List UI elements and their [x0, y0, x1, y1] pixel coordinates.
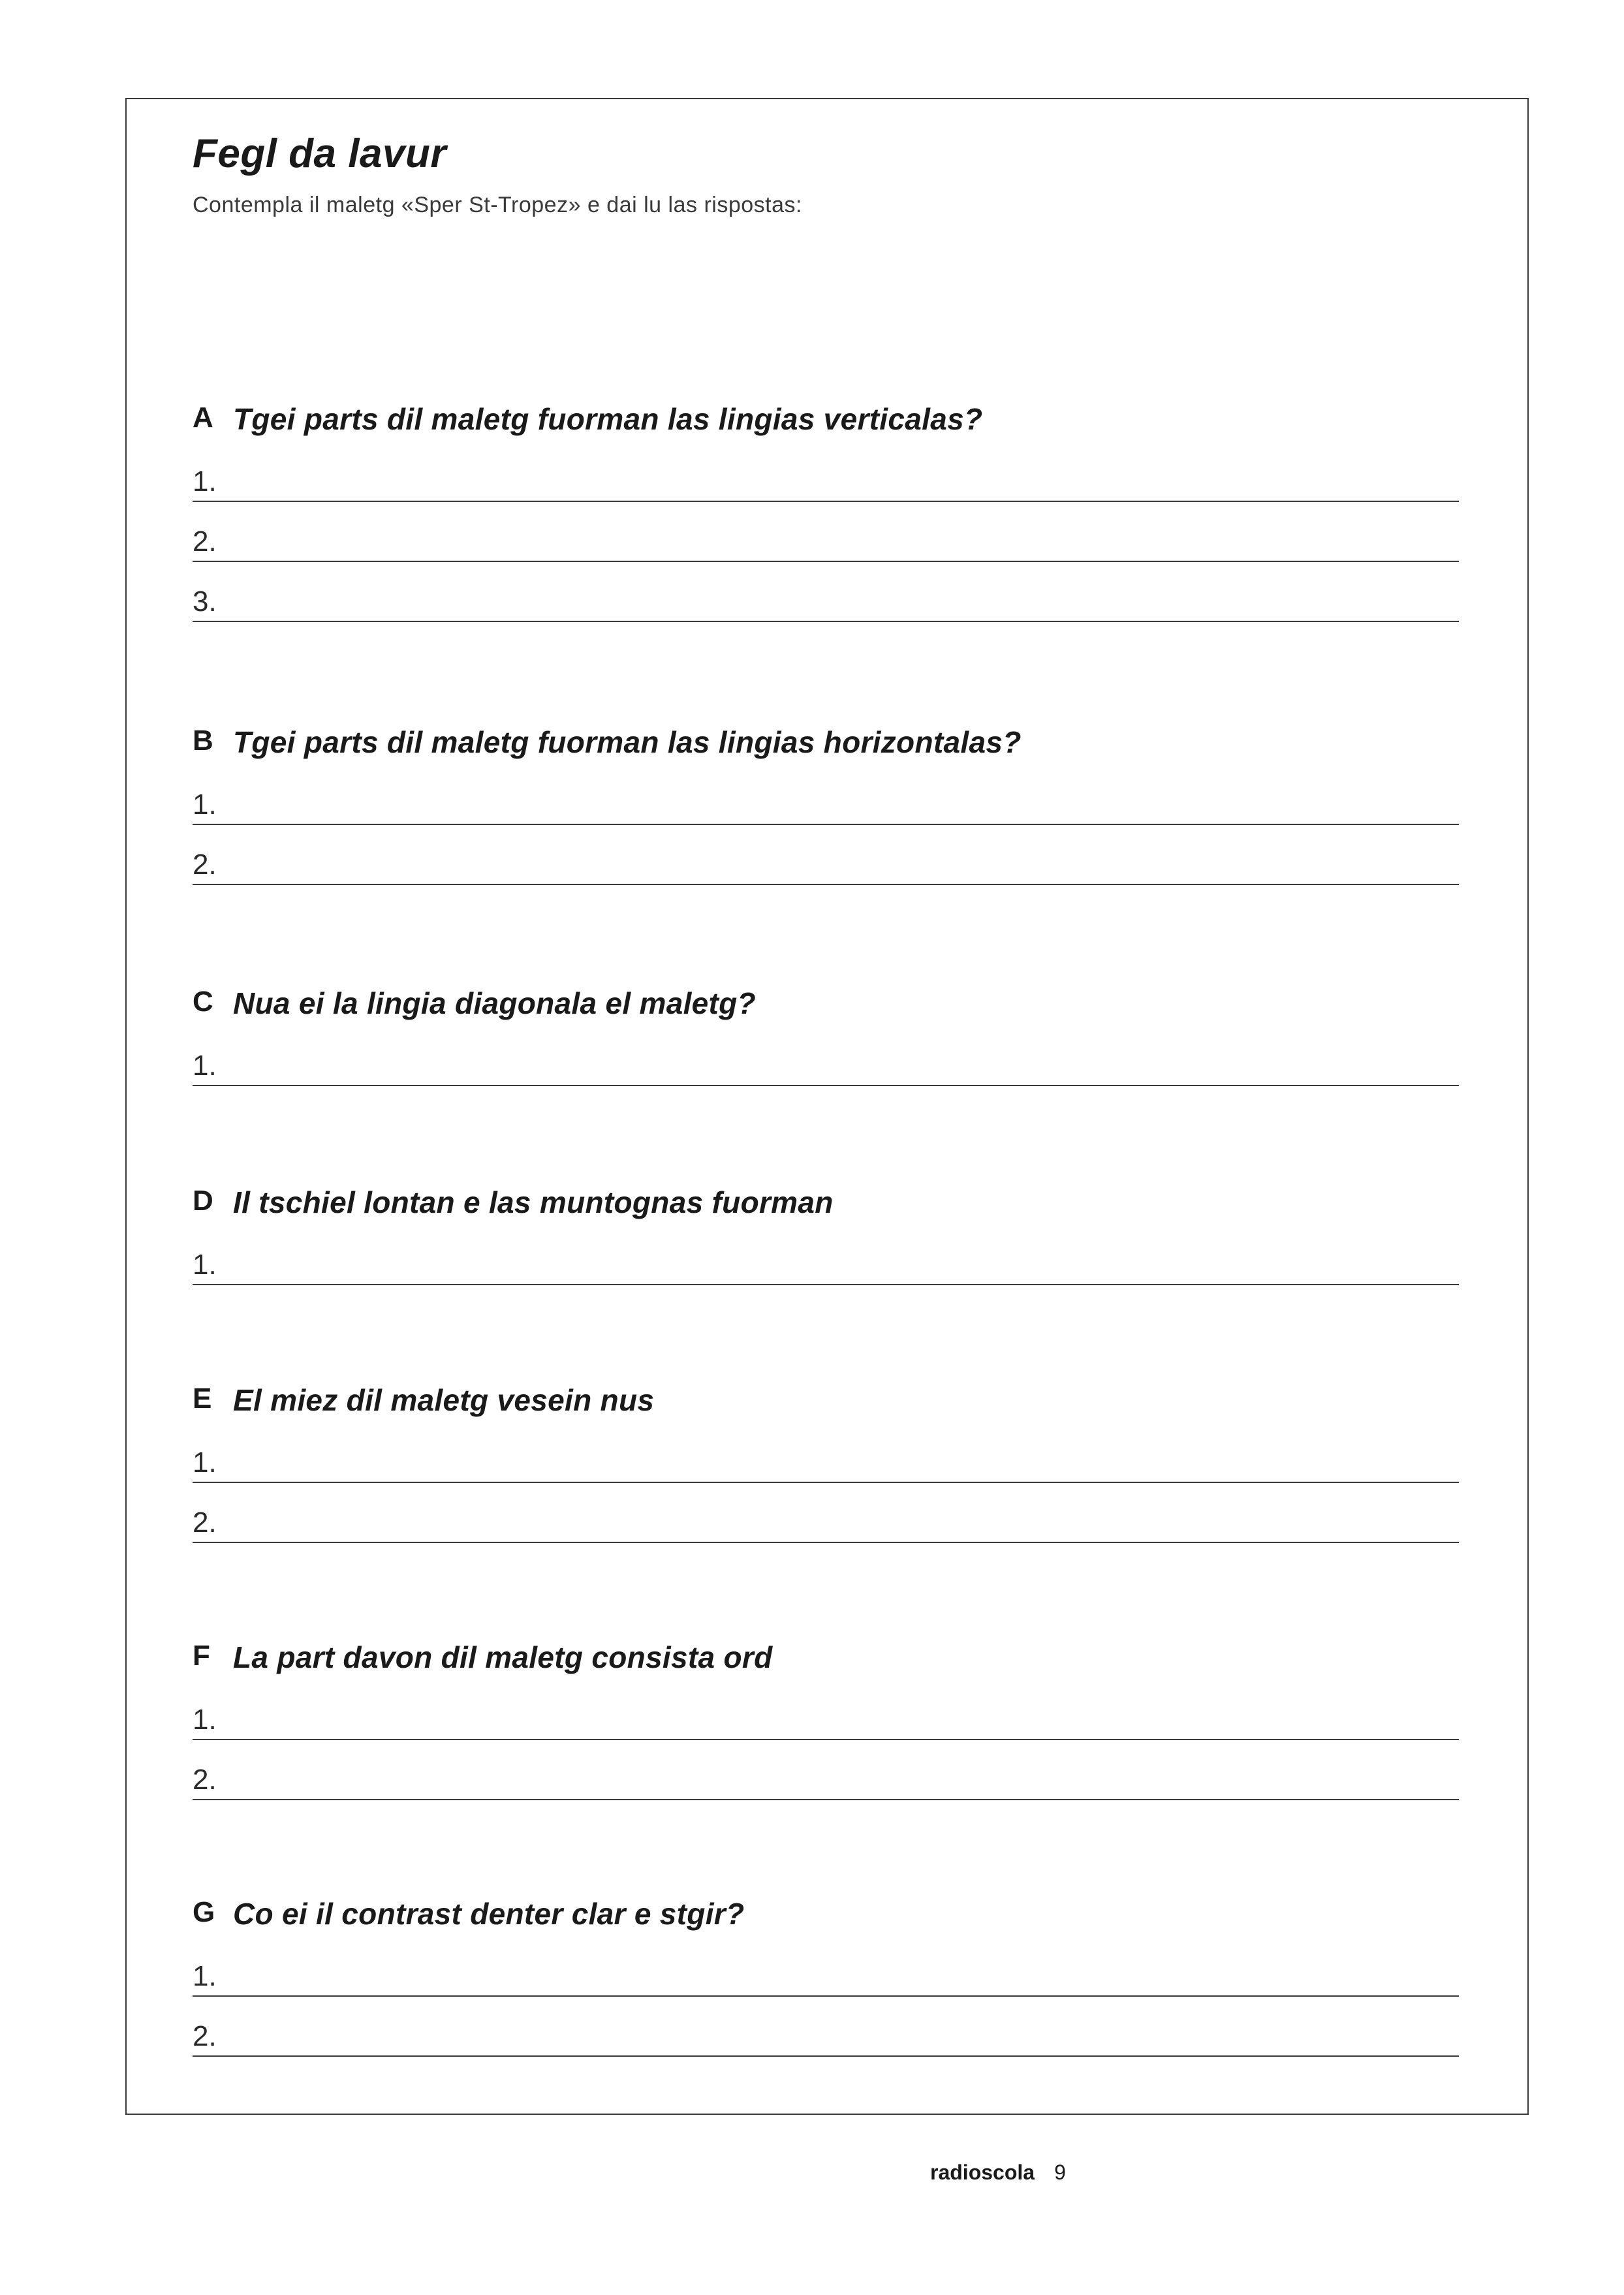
question-section-b — [193, 718, 1459, 885]
answer-number: 2. — [193, 849, 217, 881]
footer-brand: radioscola — [930, 2161, 1035, 2184]
question-header — [193, 1376, 1459, 1423]
answer-number: 1. — [193, 1249, 217, 1281]
answer-number: 3. — [193, 585, 217, 617]
question-text: Il tschiel lontan e las muntognas fuorman — [233, 1185, 834, 1219]
question-letter: B — [193, 725, 213, 757]
question-section-d — [193, 1178, 1459, 1285]
question-letter: C — [193, 986, 213, 1018]
answer-line[interactable] — [193, 1026, 1459, 1086]
answer-number: 1. — [193, 1050, 217, 1082]
answer-number: 1. — [193, 1704, 217, 1736]
question-text: Tgei parts dil maletg fuorman las lingias horizontalas? — [233, 725, 1022, 759]
answer-number: 1. — [193, 465, 217, 497]
question-section-e — [193, 1376, 1459, 1543]
answer-line[interactable] — [193, 502, 1459, 562]
page-title: Fegl da lavur — [193, 131, 446, 176]
question-section-a — [193, 395, 1459, 622]
answer-number: 1. — [193, 1960, 217, 1992]
answer-line[interactable] — [193, 825, 1459, 885]
question-text: La part davon dil maletg consista ord — [233, 1640, 773, 1674]
answer-line[interactable] — [193, 765, 1459, 825]
answer-number: 2. — [193, 2020, 217, 2052]
answer-line[interactable] — [193, 1937, 1459, 1997]
question-section-g — [193, 1890, 1459, 2057]
question-text: Tgei parts dil maletg fuorman las lingias verticalas? — [233, 402, 983, 436]
instructions: Contempla il maletg «Sper St-Tropez» e dai lu las rispostas: — [193, 193, 802, 217]
question-section-f — [193, 1633, 1459, 1800]
question-section-c — [193, 979, 1459, 1086]
answer-line[interactable] — [193, 442, 1459, 502]
page-number: 9 — [1054, 2161, 1066, 2184]
question-text: Co ei il contrast denter clar e stgir? — [233, 1897, 745, 1931]
question-text: El miez dil maletg vesein nus — [233, 1383, 655, 1417]
answer-line[interactable] — [193, 1483, 1459, 1543]
question-letter: G — [193, 1896, 215, 1928]
question-header — [193, 1890, 1459, 1937]
answer-number: 1. — [193, 788, 217, 820]
question-header — [193, 979, 1459, 1026]
answer-line[interactable] — [193, 1423, 1459, 1483]
question-letter: E — [193, 1382, 212, 1414]
question-header — [193, 395, 1459, 442]
question-header — [193, 1178, 1459, 1225]
answer-number: 2. — [193, 1764, 217, 1796]
question-header — [193, 718, 1459, 765]
question-text: Nua ei la lingia diagonala el maletg? — [233, 986, 756, 1020]
question-letter: D — [193, 1185, 213, 1217]
question-letter: A — [193, 401, 213, 433]
answer-number: 2. — [193, 525, 217, 557]
answer-line[interactable] — [193, 562, 1459, 622]
answer-line[interactable] — [193, 1997, 1459, 2057]
answer-number: 1. — [193, 1446, 217, 1478]
page-footer — [930, 2161, 1066, 2185]
answer-number: 2. — [193, 1507, 217, 1538]
question-letter: F — [193, 1640, 210, 1672]
question-header — [193, 1633, 1459, 1680]
answer-line[interactable] — [193, 1225, 1459, 1285]
answer-line[interactable] — [193, 1680, 1459, 1740]
answer-line[interactable] — [193, 1740, 1459, 1800]
